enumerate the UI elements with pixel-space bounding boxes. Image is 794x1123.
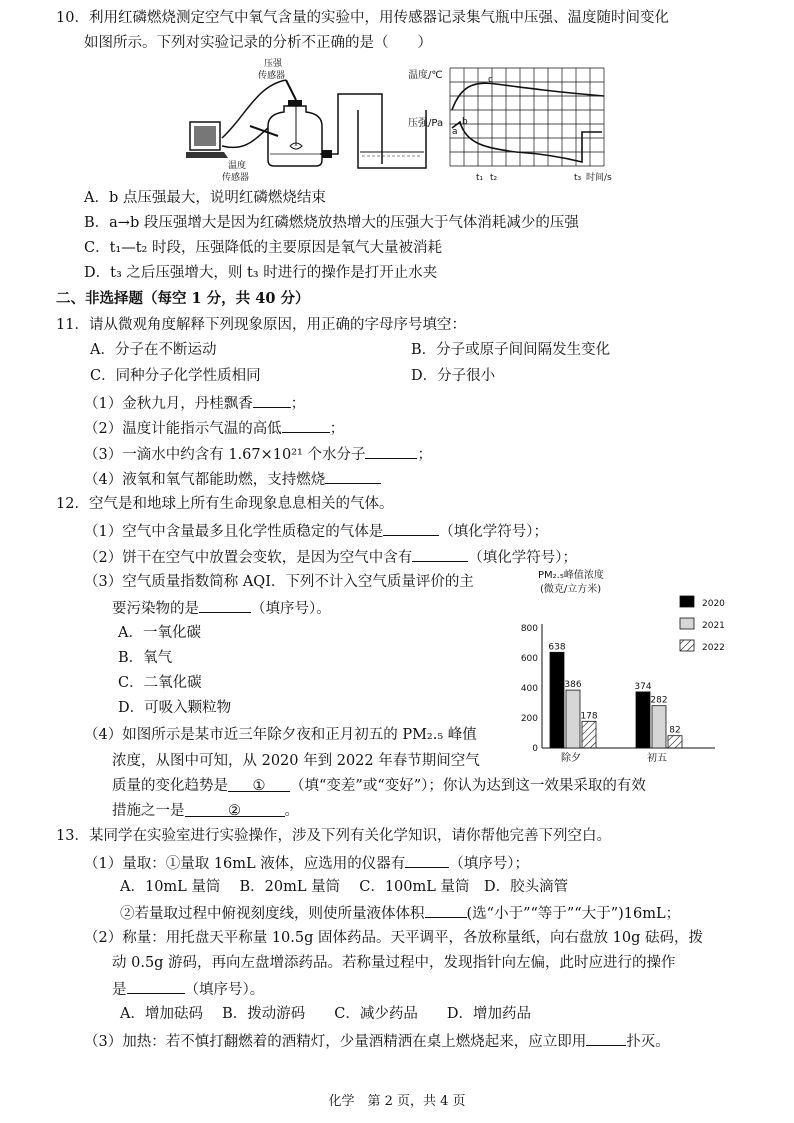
bar-2022-1 [668,736,682,748]
chart-title: PM₂.₅峰值浓度 [538,570,604,581]
legend-label-2020: 2020 [702,599,725,609]
q12-sub-1-suffix: （填化学符号）； [439,524,548,540]
q12-sub-4-line3 [112,776,646,796]
answer-blank[interactable] [365,443,417,459]
q10-stem-line2: 如图所示。下列对实验记录的分析不正确的是（ ） [84,35,432,51]
pressure-temperature-graph [406,62,616,184]
q11-option-d: D．分子很小 [411,368,496,384]
q13-sub-1 [84,852,529,874]
q12-sub-4-line1: （4）如图所示是某市近三年除夕夜和正月初五的 PM₂.₅ 峰值 [84,727,477,743]
q12-sub-4-mid: （填“变差”或“变好”）；你认为达到这一效果采取的有效 [290,778,646,794]
q11-option-b: B．分子或原子间间隔发生变化 [411,342,611,358]
y-tick-label: 600 [520,654,538,664]
q12-sub-4-line4 [112,801,299,821]
pressure-sensor-label-1: 压强 [264,59,283,69]
q11-option-c: C．同种分子化学性质相同 [90,368,261,384]
q12-sub-4-text-2: 措施之一是 [112,803,185,819]
answer-blank[interactable] [282,417,330,433]
q12-sub-2-text: （2）饼干在空气中放置会变软，是因为空气中含有 [84,550,413,566]
q12-sub-3-text: 要污染物的是 [112,601,199,617]
answer-blank[interactable] [412,546,468,562]
clamp-icon [322,150,332,158]
q13-sub-2-line2: 动 0.5g 游码，再向左盘增添药品。若称量过程中，发现指针向左偏，此时应进行的操作 [112,955,676,971]
t1-label: t₁ [476,173,484,183]
q13-sub-2-line1: （2）称量：用托盘天平称量 10.5g 固体药品。天平调平，各放称量纸，向右盘放 10g 砝码，拨 [84,930,703,946]
answer-blank[interactable] [405,852,449,868]
q11-sub-1-text: （1）金秋九月，丹桂飘香 [84,396,253,412]
legend-swatch-2020 [680,596,694,607]
q12-sub-4-line2: 浓度，从图中可知，从 2020 年到 2022 年春节期间空气 [112,753,480,769]
q13-sub-3-suffix: 扑灭。 [626,1034,670,1050]
q10-option-b: B．a→b 段压强增大是因为红磷燃烧放热增大的压强大于气体消耗减少的压强 [84,215,579,231]
bar-2022-0 [582,721,596,748]
q13-sub-1-part2 [120,902,680,924]
q12-option-b: B．氧气 [118,650,173,666]
answer-blank-2[interactable]: ② [185,801,285,817]
bar-value-label: 638 [548,642,566,653]
bar-value-label: 386 [564,680,582,691]
q13-sub-2-text: 是 [112,982,127,998]
q10-option-c: C．t₁—t₂ 时段，压强降低的主要原因是氧气大量被消耗 [84,240,442,256]
q13-sub-1-part2-text: ②若量取过程中俯视刻度线，则使所量液体体积 [120,906,425,922]
q12-sub-2 [84,546,577,568]
page-footer: 化学 第 2 页，共 4 页 [328,1094,466,1109]
legend-label-2022: 2022 [702,643,725,653]
q11-stem: 11．请从微观角度解释下列现象原因，用正确的字母序号填空： [56,317,466,333]
q13-sub-1-options: A．10mL 量筒 B．20mL 量筒 C．100mL 量筒 D．胶头滴管 [120,879,569,895]
bar-value-label: 178 [580,711,598,722]
y-tick-label: 200 [520,714,538,724]
y-tick-label: 400 [520,684,538,694]
q12-sub-1-text: （1）空气中含量最多且化学性质稳定的气体是 [84,524,384,540]
answer-blank[interactable] [586,1030,626,1046]
q13-sub-1-part2-suffix: (选“小于”“等于”“大于”)16mL； [466,906,681,922]
q11-sub-4 [84,468,381,490]
chart-legend [680,596,725,653]
chart-y-unit: (微克/立方米) [540,584,602,595]
q11-sub-2-text: （2）温度计能指示气温的高低 [84,421,282,437]
legend-swatch-2022 [680,640,694,651]
point-b-label: b [462,117,468,127]
answer-blank[interactable] [325,468,381,484]
q12-option-d: D．可吸入颗粒物 [118,700,232,716]
q12-sub-1 [84,520,548,542]
y-label-pressure: 压强/Pa [408,118,444,129]
answer-blank[interactable] [127,978,185,994]
t2-label: t₂ [490,173,498,183]
q11-sub-3-text: （3）一滴水中约含有 1.67×10²¹ 个水分子 [84,447,366,463]
t3-label: t₃ [574,173,582,183]
q13-sub-2-options: A．增加砝码 B．拨动游码 C．减少药品 D．增加药品 [120,1006,531,1022]
q10-stem-line1: 10．利用红磷燃烧测定空气中氧气含量的实验中，用传感器记录集气瓶中压强、温度随时间变化 [56,10,669,26]
q13-sub-2-line3 [112,978,264,1000]
temp-sensor-label-2: 传感器 [222,173,250,182]
q12-sub-3-suffix: （填序号）。 [251,601,331,617]
q12-option-c: C．二氧化碳 [118,675,202,691]
q12-option-a: A．一氧化碳 [118,625,201,641]
q13-sub-3 [84,1030,670,1052]
q13-sub-1-text: （1）量取：①量取 16mL 液体，应选用的仪器有 [84,856,406,872]
y-tick-label: 800 [520,624,538,634]
q11-sub-1: （1）金秋九月，丹桂飘香 ； [84,392,305,414]
answer-blank[interactable] [253,392,291,408]
pm25-bar-chart [510,566,740,764]
q11-sub-2: （2）温度计能指示气温的高低 ； [84,417,344,439]
bar-2020-0 [550,652,564,748]
pressure-curve [452,122,602,162]
temp-sensor-label-1: 温度 [228,161,247,171]
q11-sub-4-text: （4）液氧和氧气都能助燃，支持燃烧 [84,472,326,488]
bar-value-label: 82 [669,725,681,736]
apparatus-figure [186,56,436,182]
section-2-heading: 二、非选择题（每空 1 分，共 40 分） [56,290,310,307]
legend-swatch-2021 [680,618,694,629]
bar-2020-1 [636,692,650,748]
q13-sub-3-text: （3）加热：若不慎打翻燃着的酒精灯，少量酒精洒在桌上燃烧起来，应立即用 [84,1034,587,1050]
pressure-sensor-label-2: 传感器 [258,71,286,81]
legend-label-2021: 2021 [702,621,725,631]
bar-value-label: 282 [650,695,668,706]
q13-sub-2-suffix: （填序号）。 [184,982,265,998]
temperature-curve [452,83,604,110]
bar-2021-0 [566,690,580,748]
q13-stem: 13．某同学在实验室进行实验操作，涉及下列有关化学知识，请你帮他完善下列空白。 [56,828,611,844]
y-label-temperature: 温度/℃ [408,70,443,81]
q12-sub-3-line1: （3）空气质量指数简称 AQI．下列不计入空气质量评价的主 [84,574,474,590]
q11-option-a: A．分子在不断运动 [90,342,217,358]
answer-blank-1[interactable]: ① [228,776,290,792]
bar-2021-1 [652,706,666,748]
answer-blank[interactable] [383,520,439,536]
q12-sub-4-end: 。 [284,803,299,819]
q12-sub-4-text: 质量的变化趋势是 [112,778,228,794]
x-axis-time-label: 时间/s [586,173,612,183]
bar-value-label: 374 [634,681,652,692]
q12-sub-3-line2 [112,597,331,619]
q13-sub-1-suffix: （填序号）； [449,856,530,872]
q12-stem: 12．空气是和地球上所有生命现象息息相关的气体。 [56,496,394,512]
q11-sub-3: （3）一滴水中约含有 1.67×10²¹ 个水分子 ； [84,443,432,465]
q10-option-a: A．b 点压强最大，说明红磷燃烧结束 [84,190,326,206]
answer-blank[interactable] [199,597,251,613]
q10-option-d: D．t₃ 之后压强增大，则 t₃ 时进行的操作是打开止水夹 [84,265,438,281]
y-tick-label: 0 [532,744,538,754]
category-label: 除夕 [561,753,581,764]
q12-sub-2-suffix: （填化学符号）； [468,550,577,566]
category-label: 初五 [647,753,667,764]
point-a-label: a [452,127,458,137]
chart-bars [548,642,682,764]
point-c-label: c [488,75,493,85]
answer-blank[interactable] [425,902,467,918]
